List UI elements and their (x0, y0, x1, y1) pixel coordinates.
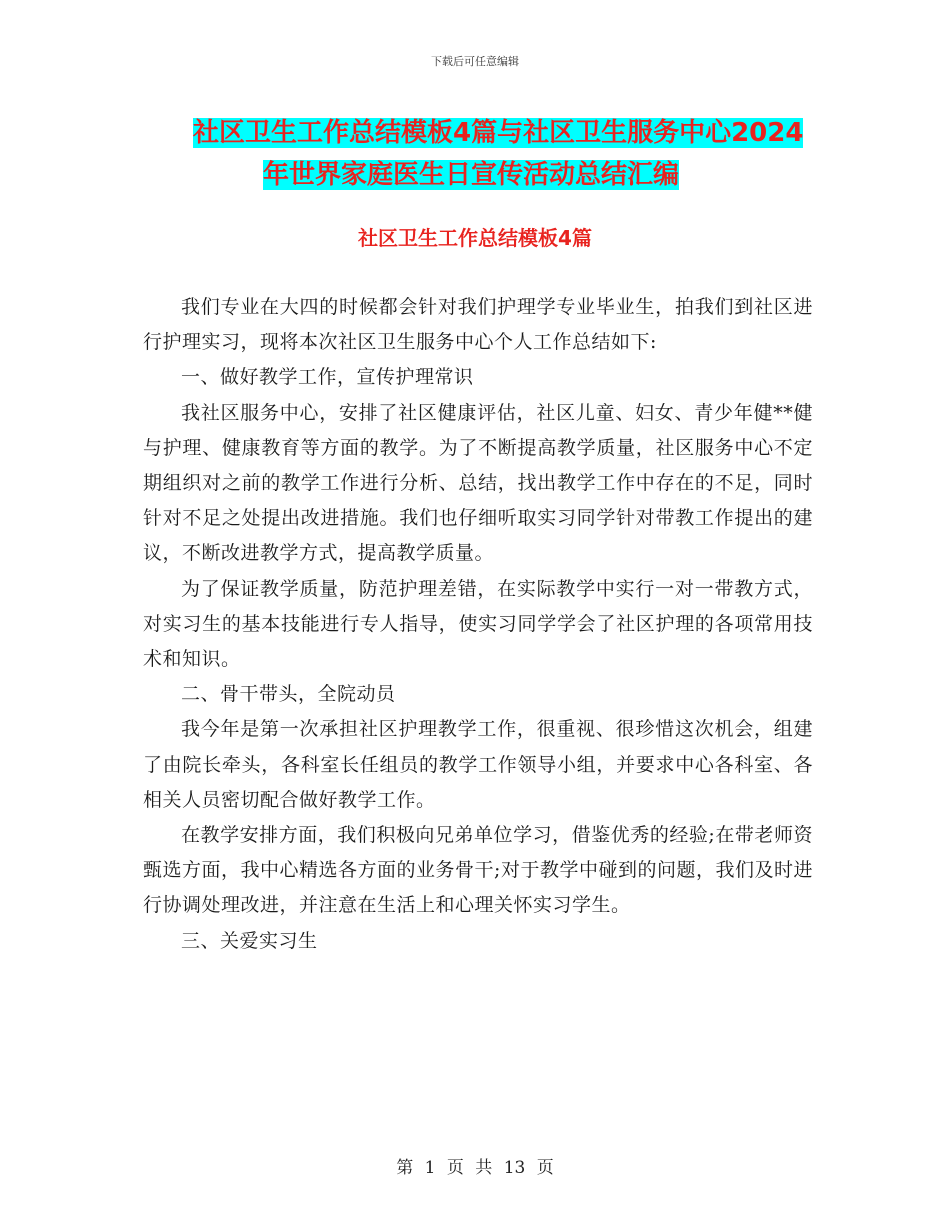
header-note: 下载后可任意编辑 (431, 55, 519, 68)
title-line-2 (140, 154, 840, 196)
title-line-2-text: 年世界家庭医生日宣传活动总结汇编 (263, 160, 680, 190)
paragraph: 在教学安排方面，我们积极向兄弟单位学习，借鉴优秀的经验;在带老师资甄选方面，我中心精选各方面的业务骨干;对于教学中碰到的问题，我们及时进行协调处理改进，并注意在生活上和心理关怀实习学生。 (143, 824, 813, 917)
paragraph: 三、关爱实习生 (181, 929, 318, 952)
paragraph: 我们专业在大四的时候都会针对我们护理学专业毕业生，拍我们到社区进行护理实习，现将本次社区卫生服务中心个人工作总结如下: (143, 296, 813, 354)
page-footer: 第 1 页 共 13 页 (396, 1158, 554, 1178)
title-line-1 (140, 112, 840, 154)
title-line-1-text: 社区卫生工作总结模板4篇与社区卫生服务中心2024 (193, 118, 804, 148)
body-text (143, 290, 813, 959)
paragraph: 一、做好教学工作，宣传护理常识 (181, 366, 474, 389)
section-title: 社区卫生工作总结模板4篇 (358, 226, 592, 250)
paragraph: 二、骨干带头，全院动员 (181, 683, 396, 706)
paragraph: 为了保证教学质量，防范护理差错，在实际教学中实行一对一带教方式，对实习生的基本技能进行专人指导，使实习同学学会了社区护理的各项常用技术和知识。 (143, 577, 813, 671)
paragraph: 我社区服务中心，安排了社区健康评估，社区儿童、妇女、青少年健**健与护理、健康教育等方面的教学。为了不断提高教学质量，社区服务中心不定期组织对之前的教学工作进行分析、总结，找出教学工作中存在的不足，同时针对不足之处提出改进措施。我们也仔细听取实习同学针对带教工作提出的建议，不断改进教学方式，提高教学质量。 (143, 401, 813, 565)
document-title (140, 112, 840, 196)
paragraph: 我今年是第一次承担社区护理教学工作，很重视、很珍惜这次机会，组建了由院长牵头，各科室长任组员的教学工作领导小组，并要求中心各科室、各相关人员密切配合做好教学工作。 (143, 718, 813, 811)
